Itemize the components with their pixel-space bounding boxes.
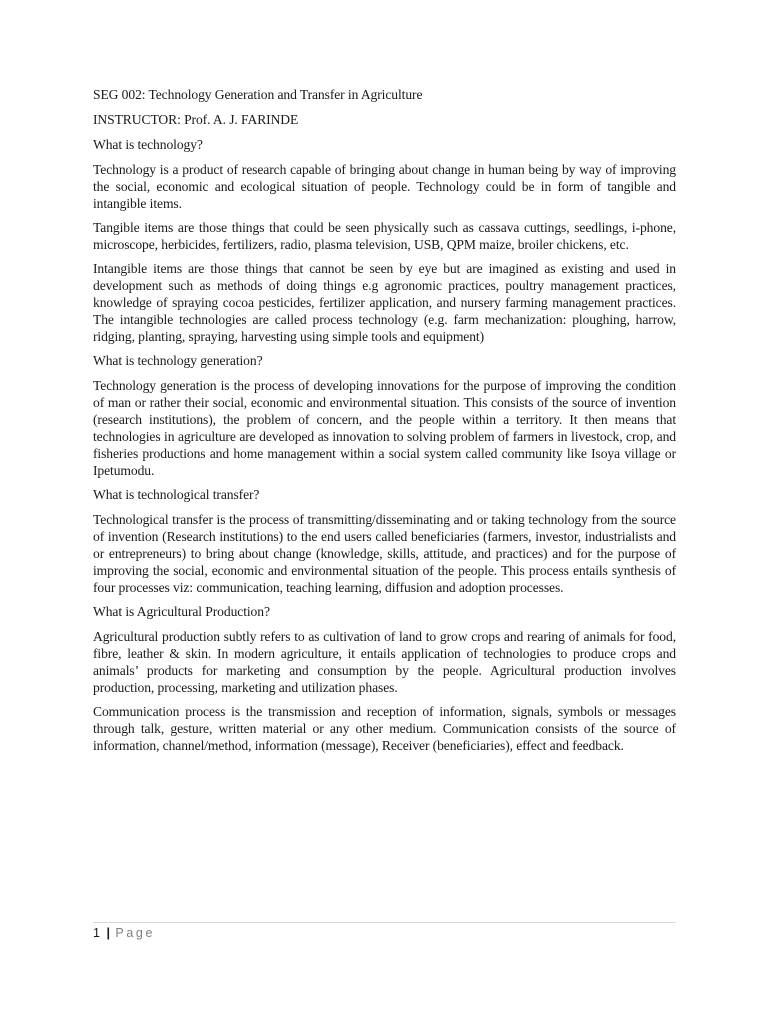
paragraph: Technological transfer is the process of transmitting/disseminating and or taking technology from the source of invention (Research institutions) to the end users called beneficiaries (farmers, investor, industrialists and or entrepreneurs) to bring about change (knowledge, skills, attitude, and practices) and for the purpose of improving the social, economic and environmental situation of the people. This process entails synthesis of four processes viz: communication, teaching learning, diffusion and adoption processes. [93, 512, 676, 595]
page-footer [93, 926, 155, 940]
footer-divider [93, 922, 676, 923]
course-title: SEG 002: Technology Generation and Transfer in Agriculture [93, 87, 423, 102]
footer-separator: | [106, 926, 110, 940]
paragraph: Tangible items are those things that could be seen physically such as cassava cuttings, seedlings, i-phone, microscope, herbicides, fertilizers, radio, plasma television, USB, QPM maize, broiler chickens, etc. [93, 220, 676, 252]
paragraph: Communication process is the transmission and reception of information, signals, symbols or messages through talk, gesture, written material or any other medium. Communication consists of the source of information, channel/method, information (message), Receiver (beneficiaries), effect and feedback. [93, 704, 676, 753]
question-heading: What is Agricultural Production? [93, 604, 270, 619]
paragraph: Intangible items are those things that cannot be seen by eye but are imagined as existing and used in development such as methods of doing things e.g agronomic practices, poultry management practices, knowledge of spraying cocoa pesticides, fertilizer application, and nursery farming management practices. The intangible technologies are called process technology (e.g. farm mechanization: ploughing, harrow, ridging, planting, spraying, harvesting using simple tools and equipment) [93, 261, 676, 344]
paragraph: Technology is a product of research capable of bringing about change in human being by way of improving the social, economic and ecological situation of people. Technology could be in form of tangible and intangible items. [93, 162, 676, 211]
page-number: 1 [93, 926, 100, 940]
question-heading: What is technology? [93, 137, 203, 152]
paragraph: Technology generation is the process of developing innovations for the purpose of improving the condition of man or rather their social, economic and environmental situation. This consists of the source of invention (research institutions), the problem of concern, and the people within a territory. It then means that technologies in agriculture are developed as innovation to solving problem of farmers in livestock, crop, and fisheries productions and home management within a social system called community like Isoya village or Ipetumodu. [93, 378, 676, 478]
question-heading: What is technology generation? [93, 353, 263, 368]
instructor-line: INSTRUCTOR: Prof. A. J. FARINDE [93, 112, 299, 127]
document-page [93, 86, 676, 761]
question-heading: What is technological transfer? [93, 487, 260, 502]
page-label: Page [115, 926, 156, 940]
paragraph: Agricultural production subtly refers to as cultivation of land to grow crops and rearing of animals for food, fibre, leather & skin. In modern agriculture, it entails application of technologies to produce crops and animals’ products for marketing and consumption by the people. Agricultural production involves production, processing, marketing and utilization phases. [93, 629, 676, 695]
